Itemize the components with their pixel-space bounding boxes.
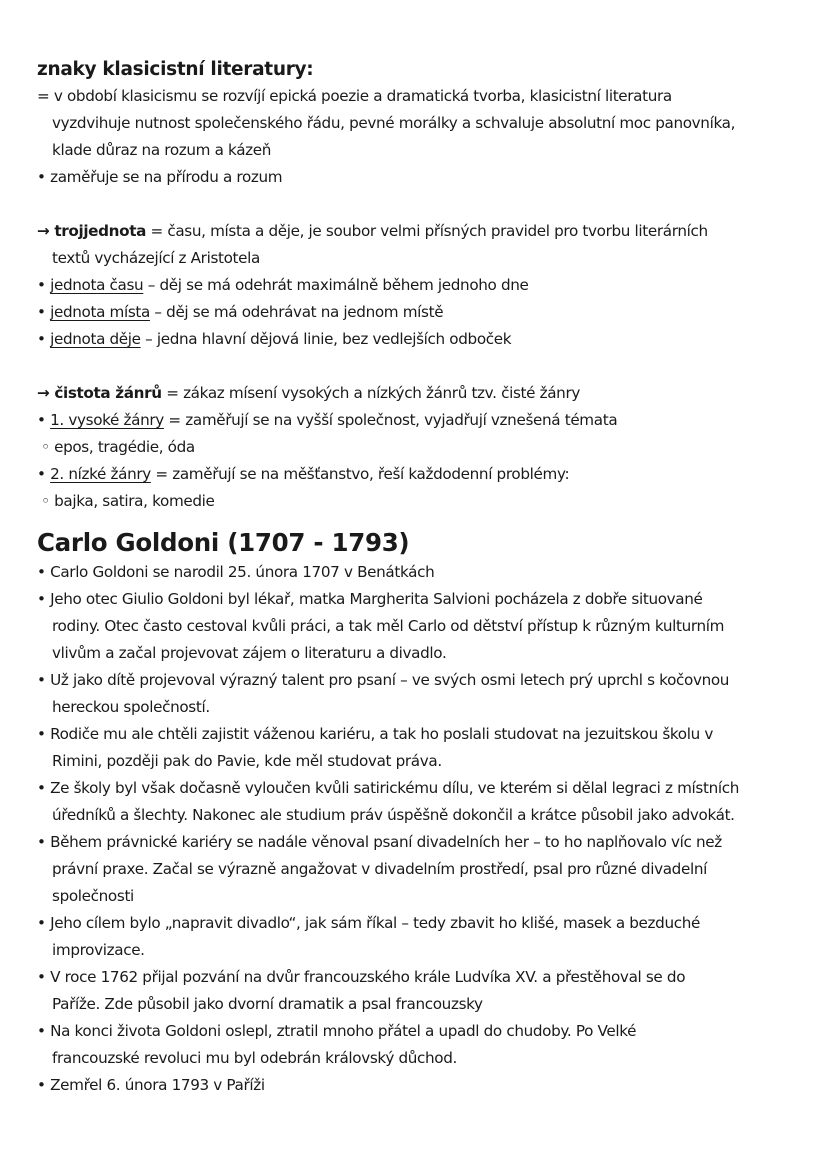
term-trojjednota: trojjednota <box>54 222 147 240</box>
definition-text: = času, místa a děje, je soubor velmi přísných pravidel pro tvorbu literárních <box>146 222 708 240</box>
definition-line: vyzdvihuje nutnost společenského řádu, pevné morálky a schvaluje absolutní moc panovníka, <box>52 114 736 132</box>
term-jednota-deje: jednota děje <box>50 330 141 348</box>
list-item <box>37 586 807 667</box>
list-item <box>37 1072 807 1099</box>
term-jednota-mista: jednota místa <box>50 303 150 321</box>
list-item-line: úředníků a šlechty. Nakonec ale studium práv úspěšně dokončil a krátce působil jako advokát. <box>52 806 735 824</box>
item-text: = zaměřují se na vyšší společnost, vyjadřují vznešená témata <box>163 411 618 429</box>
list-item-line: • Už jako dítě projevoval výrazný talent pro psaní – ve svých osmi letech prý uprchl s kočovnou <box>37 671 730 689</box>
list-item-line: právní praxe. Začal se výrazně angažovat v divadelním prostředí, psal pro různé divadelní <box>52 860 707 878</box>
goldoni-bullet-list <box>37 559 807 1099</box>
cistota-line <box>37 380 807 407</box>
list-item <box>37 272 807 299</box>
list-item-line: vlivům a začal projevovat zájem o literaturu a divadlo. <box>52 644 447 662</box>
list-item <box>37 667 807 721</box>
list-item <box>37 326 807 353</box>
sub-list-item: ◦ epos, tragédie, óda <box>41 438 195 456</box>
list-item-line: francouzské revoluci mu byl odebrán královský důchod. <box>52 1049 458 1067</box>
arrow-icon: → <box>37 384 55 402</box>
list-item-line: Paříže. Zde působil jako dvorní dramatik a psal francouzsky <box>52 995 483 1013</box>
document-page <box>37 57 807 1099</box>
list-item-line: společnosti <box>52 887 134 905</box>
arrow-icon: → <box>37 222 55 240</box>
list-item <box>37 299 807 326</box>
list-item-line: • Zemřel 6. února 1793 v Paříži <box>37 1076 265 1094</box>
term-jednota-casu: jednota času <box>50 276 144 294</box>
list-item-line: • V roce 1762 přijal pozvání na dvůr francouzského krále Ludvíka XV. a přestěhoval se do <box>37 968 686 986</box>
list-item <box>37 559 807 586</box>
bullet-icon: • <box>37 303 51 321</box>
item-text: – jedna hlavní dějová linie, bez vedlejších odboček <box>140 330 512 348</box>
list-item-line: • Během právnické kariéry se nadále věnoval psaní divadelních her – to ho naplňovalo víc než <box>37 833 722 851</box>
bullet-icon: • <box>37 276 51 294</box>
list-item <box>37 407 807 434</box>
classicism-definition <box>37 83 807 164</box>
term-cistota-zanru: čistota žánrů <box>54 384 162 402</box>
list-item <box>37 964 807 1018</box>
list-item <box>37 829 807 910</box>
list-item <box>37 775 807 829</box>
list-item <box>37 461 807 488</box>
trojjednota-line <box>37 218 807 245</box>
item-text: = zaměřují se na měšťanstvo, řeší každodenní problémy: <box>150 465 570 483</box>
list-item <box>37 721 807 775</box>
trojjednota-definition <box>37 218 807 272</box>
item-text: – děj se má odehrát maximálně během jednoho dne <box>143 276 529 294</box>
list-item-line: Rimini, později pak do Pavie, kde měl studovat práva. <box>52 752 442 770</box>
list-item-line: • Carlo Goldoni se narodil 25. února 1707 v Benátkách <box>37 563 435 581</box>
term-vysoke-zanry: 1. vysoké žánry <box>50 411 164 429</box>
list-item-line: • Rodiče mu ale chtěli zajistit váženou kariéru, a tak ho poslali studovat na jezuitskou školu v <box>37 725 713 743</box>
list-item-line: improvizace. <box>52 941 145 959</box>
section-heading-classicism: znaky klasicistní literatury: <box>37 59 314 80</box>
bullet-icon: • <box>37 411 51 429</box>
definition-line: klade důraz na rozum a kázeň <box>52 141 272 159</box>
definition-line: = v období klasicismu se rozvíjí epická poezie a dramatická tvorba, klasicistní literatura <box>37 87 672 105</box>
bullet-icon: • <box>37 465 51 483</box>
bullet-icon: • <box>37 330 51 348</box>
term-nizke-zanry: 2. nízké žánry <box>50 465 151 483</box>
list-item-line: • Na konci života Goldoni oslepl, ztratil mnoho přátel a upadl do chudoby. Po Velké <box>37 1022 637 1040</box>
list-item-line: rodiny. Otec často cestoval kvůli práci, a tak měl Carlo od dětství přístup k různým kulturním <box>52 617 725 635</box>
list-item-line: • Ze školy byl však dočasně vyloučen kvůli satirickému dílu, ve kterém si dělal legraci z místních <box>37 779 740 797</box>
list-item <box>37 910 807 964</box>
list-item-line: • Jeho cílem bylo „napravit divadlo“, jak sám říkal – tedy zbavit ho klišé, masek a bezduché <box>37 914 701 932</box>
section-heading-goldoni: Carlo Goldoni (1707 - 1793) <box>37 528 410 557</box>
item-text: – děj se má odehrávat na jednom místě <box>149 303 444 321</box>
definition-line: textů vycházející z Aristotela <box>52 249 260 267</box>
list-item-line: hereckou společností. <box>52 698 210 716</box>
definition-text: = zákaz mísení vysokých a nízkých žánrů tzv. čisté žánry <box>161 384 580 402</box>
list-item <box>37 1018 807 1072</box>
sub-list-item: ◦ bajka, satira, komedie <box>41 492 215 510</box>
list-item-line: • Jeho otec Giulio Goldoni byl lékař, matka Margherita Salvioni pocházela z dobře situované <box>37 590 703 608</box>
list-item: • zaměřuje se na přírodu a rozum <box>37 168 283 186</box>
